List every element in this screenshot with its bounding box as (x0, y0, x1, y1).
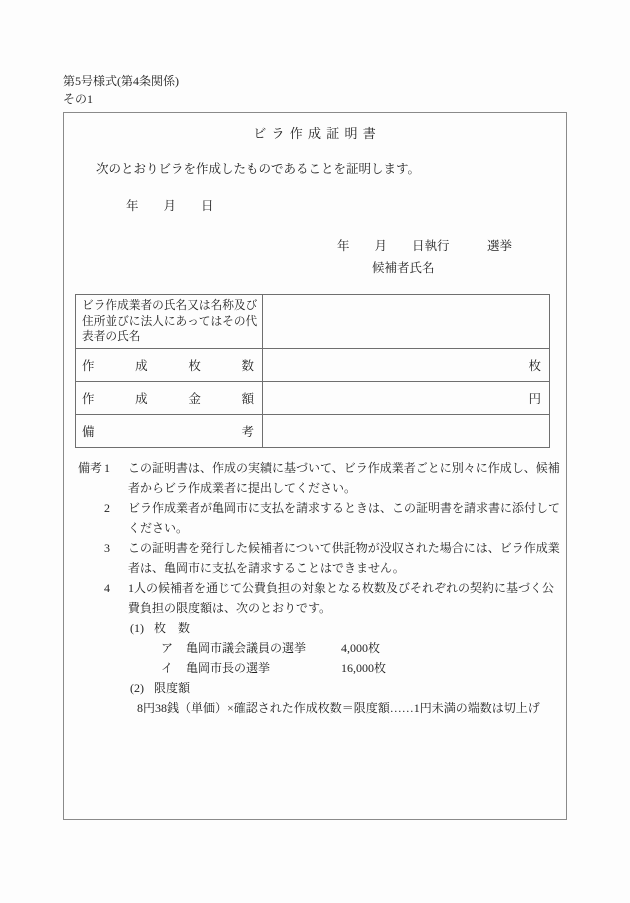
amount-unit: 円 (528, 391, 541, 406)
note-item-4 (104, 578, 560, 718)
sub-item-label: 枚 数 (154, 621, 191, 635)
note-4-sublist (128, 618, 560, 718)
form-number: 第5号様式(第4条関係) (63, 74, 179, 88)
label-char: 備 (82, 424, 95, 439)
sub-item-label: 限度額 (154, 681, 191, 695)
label-char: 作 (82, 391, 95, 406)
remarks-label-cell (76, 414, 263, 447)
sheet-count-label (76, 356, 262, 374)
table-row-maker-name (76, 295, 550, 349)
count-row-kana: ア (161, 641, 174, 655)
maker-name-label: ビラ作成業者の氏名又は名称及び住所並びに法人にあってはその代表者の氏名 (82, 299, 258, 343)
label-char: 枚 (188, 358, 201, 373)
count-row-kana: イ (161, 661, 174, 675)
label-char: 成 (135, 391, 148, 406)
count-row-value: 16,000枚 (341, 661, 387, 675)
remarks-label (76, 422, 262, 440)
note-number: 3 (104, 541, 110, 555)
label-char: 考 (241, 424, 254, 439)
certificate-statement: 次のとおりビラを作成したものであることを証明します。 (96, 162, 421, 176)
note-text: ビラ作成業者が亀岡市に支払を請求するときは、この証明書を請求書に添付してください。 (128, 501, 561, 535)
issue-date-line: 年 月 日 (126, 199, 214, 213)
count-row-election-name: 亀岡市議会議員の選挙 (186, 641, 307, 655)
note-item-1 (104, 458, 560, 498)
remarks-value-cell (263, 414, 550, 447)
label-char: 金 (188, 391, 201, 406)
notes-items (104, 458, 560, 718)
sheet-count-label-cell (76, 348, 263, 381)
count-row-election-name: 亀岡市長の選挙 (186, 661, 271, 675)
table-row-amount (76, 381, 550, 414)
candidate-name-label: 候補者氏名 (372, 261, 435, 275)
note-text: 1人の候補者を通じて公費負担の対象となる枚数及びそれぞれの契約に基づく公費負担の限度額は、次のとおりです。 (128, 581, 555, 615)
note-text: この証明書は、作成の実績に基づいて、ビラ作成業者ごとに別々に作成し、候補者からビラ作成業者に提出してください。 (128, 461, 560, 495)
label-char: 作 (82, 358, 95, 373)
sub-item-sheet-counts (130, 618, 560, 638)
sheet-count-value-cell (263, 348, 550, 381)
amount-label (76, 389, 262, 407)
note-number: 1 (104, 461, 110, 475)
notes-section (78, 458, 560, 718)
note-number: 2 (104, 501, 110, 515)
label-char: 額 (241, 391, 254, 406)
note-item-3 (104, 538, 560, 578)
table-row-sheet-count (76, 348, 550, 381)
label-char: 成 (135, 358, 148, 373)
sub-item-number: (1) (130, 621, 144, 635)
limit-formula: 8円38銭（単価）×確認された作成枚数＝限度額……1円未満の端数は切上げ (137, 701, 540, 715)
amount-label-cell (76, 381, 263, 414)
form-part-label: その1 (63, 92, 94, 106)
certificate-title: ビ ラ 作 成 証 明 書 (253, 126, 377, 141)
sub-item-number: (2) (130, 681, 144, 695)
table-row-remarks (76, 414, 550, 447)
count-row-value: 4,000枚 (341, 641, 381, 655)
maker-name-value-cell (263, 295, 550, 349)
label-char: 数 (241, 358, 254, 373)
election-date-line: 年 月 日執行 選挙 (337, 239, 513, 253)
amount-value-cell (263, 381, 550, 414)
certificate-box (63, 112, 567, 820)
maker-name-label-cell (76, 295, 263, 349)
notes-heading: 備考 (78, 461, 103, 475)
sheet-count-unit: 枚 (528, 358, 541, 373)
note-text: この証明書を発行した候補者について供託物が没収された場合には、ビラ作成業者は、亀岡市に支払を請求することはできません。 (128, 541, 560, 575)
leaflet-maker-table (75, 294, 550, 448)
note-number: 4 (104, 581, 110, 595)
count-row-mayor (161, 658, 560, 678)
note-item-2 (104, 498, 560, 538)
sub-item-limit (130, 678, 560, 698)
count-row-council (161, 638, 560, 658)
